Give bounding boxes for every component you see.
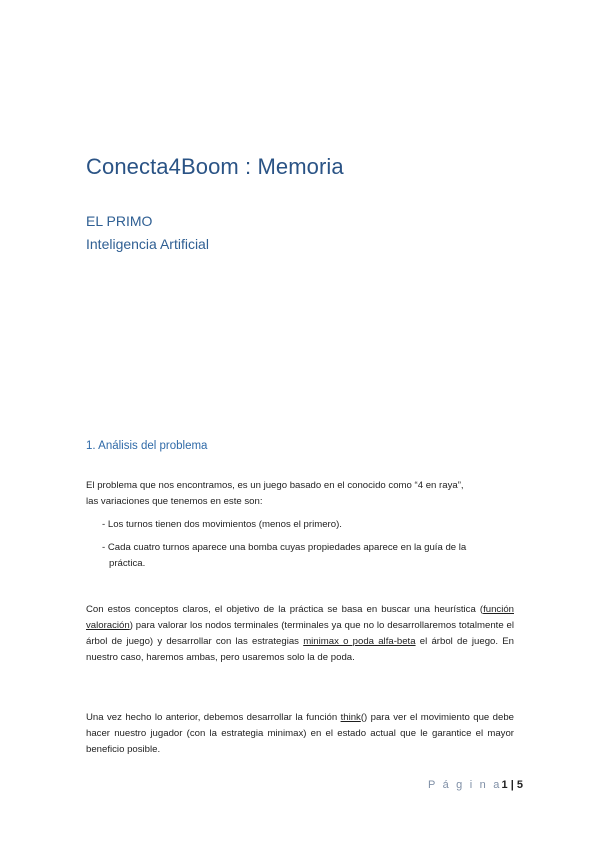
objective-text-3: el árbol de juego. En nuestro caso, haremos ambas, pero usaremos solo la de poda. [86, 636, 514, 663]
objective-paragraph [86, 602, 514, 666]
evaluation-function-term: función valoración [86, 604, 514, 631]
list-item-turns: - Los turnos tienen dos movimientos (menos el primero). [102, 519, 342, 530]
section-heading: 1. Análisis del problema [86, 440, 208, 452]
intro-line-2: las variaciones que tenemos en este son: [86, 496, 263, 507]
list-item [102, 540, 514, 572]
page-label: P á g i n a [428, 779, 502, 791]
think-text-2: () para ver el movimiento que debe hacer nuestro jugador (con la estrategia minimax) en el estado actual que le garantice el mayor beneficio posible. [86, 712, 514, 755]
think-function-term: think [340, 712, 361, 723]
objective-text-2: ) para valorar los nodos terminales (terminales ya que no lo desarrollaremos totalmente el árbol de juego) y desarrollar con las estrategias [86, 620, 514, 647]
objective-text-1: Con estos conceptos claros, el objetivo de la práctica se basa en buscar una heurística ( [86, 604, 484, 615]
think-paragraph [86, 710, 514, 758]
page-footer [428, 779, 523, 791]
list-item [102, 517, 514, 533]
page-title: Conecta4Boom : Memoria [86, 154, 344, 179]
list-item-bomb-line-1: - Cada cuatro turnos aparece una bomba cuyas propiedades aparece en la guía de la [102, 542, 467, 553]
intro-paragraph [86, 478, 514, 510]
list-item-bomb-line-2: práctica. [109, 558, 146, 569]
author-line: EL PRIMO [86, 213, 153, 229]
page-number: 1 | 5 [501, 779, 523, 791]
minimax-term: minimax o poda alfa-beta [303, 636, 416, 647]
think-text-1: Una vez hecho lo anterior, debemos desarrollar la función [86, 712, 341, 723]
intro-line-1: El problema que nos encontramos, es un juego basado en el conocido como “4 en raya”, [86, 480, 464, 491]
course-line: Inteligencia Artificial [86, 236, 209, 252]
